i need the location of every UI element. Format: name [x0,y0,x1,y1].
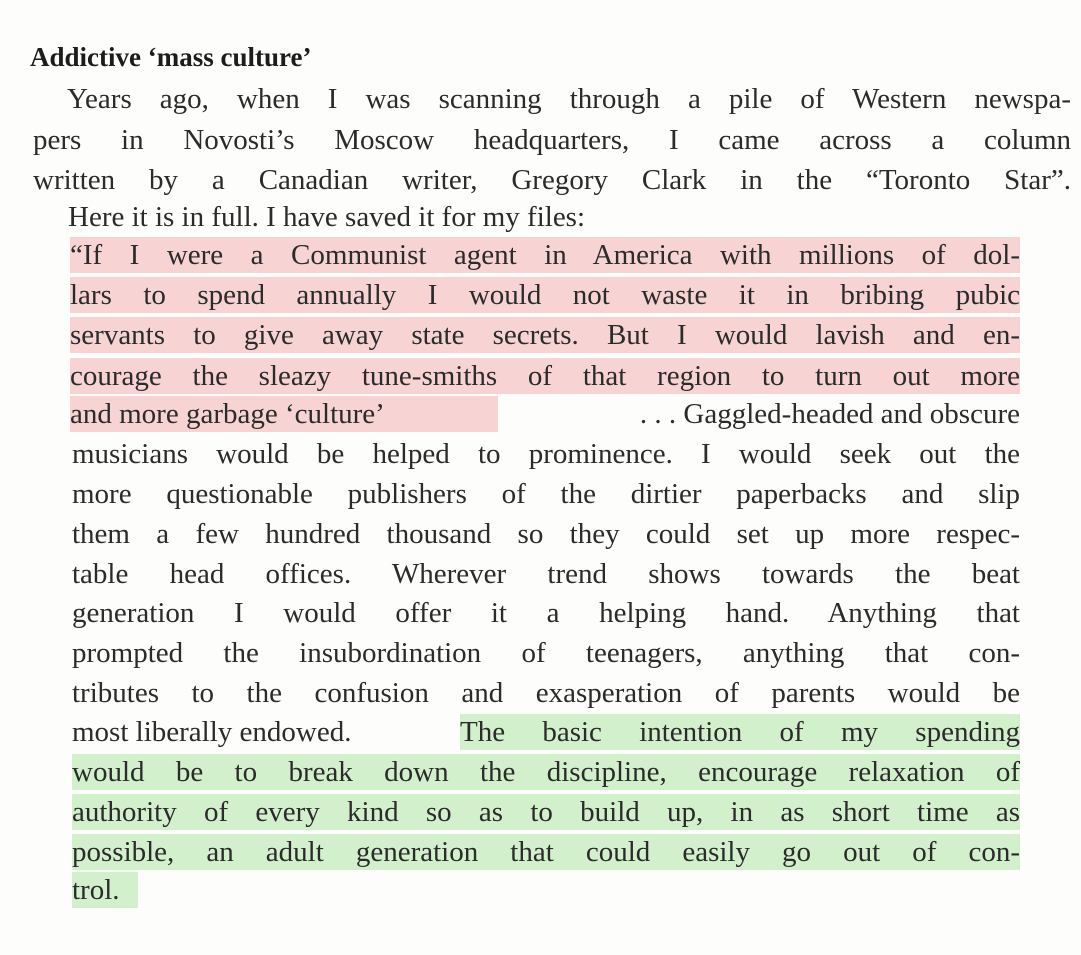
highlighted-line-green: authority of every kind so as to build up, in as short time as [72,796,1020,828]
text-line: generation I would offer it a helping hand. Anything that [72,597,1020,629]
text-line: written by a Canadian writer, Gregory Clark in the “Toronto Star”. [33,164,1071,196]
text-line: pers in Novosti’s Moscow headquarters, I came across a column [33,124,1071,156]
highlighted-line-red: lars to spend annually I would not waste it in bribing pubic [70,279,1020,311]
text-line: tributes to the confusion and exasperation of parents would be [72,677,1020,709]
highlighted-line-green: trol. [72,872,138,908]
text-line: more questionable publishers of the dirtier paperbacks and slip [72,478,1020,510]
highlighted-line-red: and more garbage ‘culture’ [70,396,498,432]
text-line: table head offices. Wherever trend shows towards the beat [72,558,1020,590]
text-line: most liberally endowed. [72,716,352,748]
article-heading: Addictive ‘mass culture’ [30,42,312,72]
text-line: Years ago, when I was scanning through a pile of Western newspa- [67,83,1071,115]
highlighted-line-green: would be to break down the discipline, encourage relaxation of [72,756,1020,788]
text-line: Here it is in full. I have saved it for my files: [68,201,586,233]
text-line: them a few hundred thousand so they could set up more respec- [72,518,1020,550]
highlighted-line-red: courage the sleazy tune-smiths of that region to turn out more [70,360,1020,392]
highlighted-line-green: possible, an adult generation that could easily go out of con- [72,836,1020,868]
highlighted-line-green: The basic intention of my spending [460,716,1020,748]
text-line: prompted the insubordination of teenagers, anything that con- [72,637,1020,669]
text-line: . . . Gaggled-headed and obscure [639,398,1020,430]
highlighted-line-red: “If I were a Communist agent in America with millions of dol- [70,239,1020,271]
highlighted-line-red: servants to give away state secrets. But I would lavish and en- [70,319,1020,351]
text-line: musicians would be helped to prominence. I would seek out the [72,438,1020,470]
